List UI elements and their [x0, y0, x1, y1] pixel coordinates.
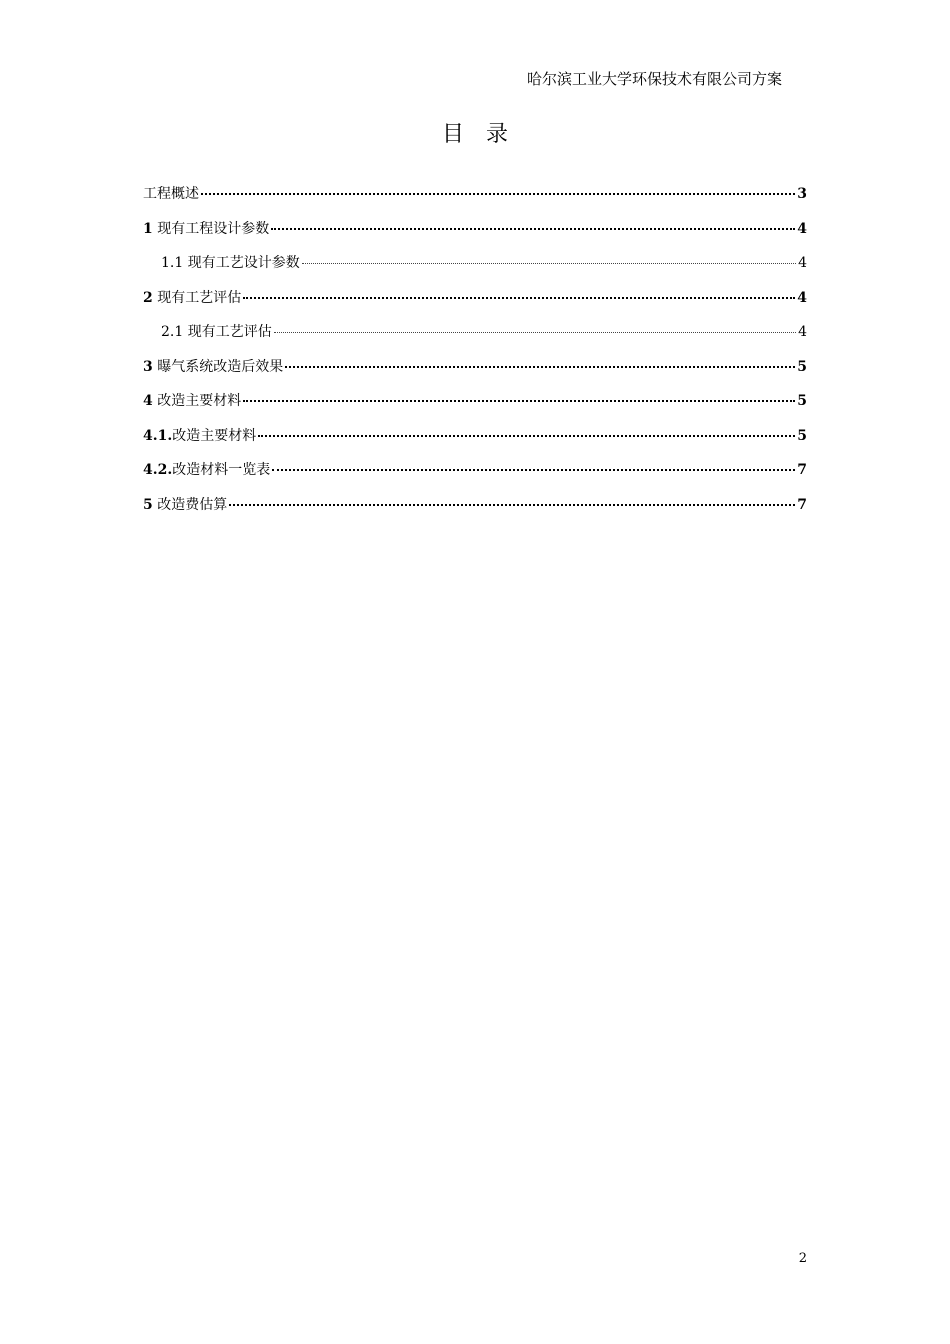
dot-leader: [258, 421, 795, 437]
document-header: 哈尔滨工业大学环保技术有限公司方案: [526, 70, 782, 88]
dot-leader: [272, 455, 795, 471]
toc-entry-page: 7: [797, 462, 807, 479]
toc-entry-number: 2: [143, 289, 153, 306]
toc-entry-page: 4: [797, 289, 807, 306]
toc-entry-page: 5: [797, 393, 807, 410]
toc-entry-number: 1.1: [161, 254, 184, 271]
toc-title: 目录: [441, 122, 530, 147]
toc-entry-text: 改造主要材料: [172, 427, 257, 444]
toc-entry-4-1[interactable]: [143, 418, 807, 453]
toc-entry-page: 4: [798, 323, 807, 340]
toc-entry-number: 4.2.: [143, 462, 173, 479]
dot-leader: [285, 352, 795, 368]
toc-entry-text: 工程概述: [143, 186, 199, 203]
toc-entry-page: 7: [797, 496, 807, 513]
dot-leader: [243, 283, 795, 299]
dot-leader: [243, 386, 795, 402]
toc-entry-text: 现有工艺评估: [183, 323, 272, 340]
toc-entry-page: 5: [797, 358, 807, 375]
toc-entry-number: 1: [143, 220, 153, 237]
table-of-contents: [143, 176, 807, 521]
toc-entry-text: 现有工程设计参数: [152, 220, 270, 237]
toc-entry-3[interactable]: [143, 349, 807, 384]
dot-leader: [302, 249, 796, 264]
toc-entry-2[interactable]: [143, 280, 807, 315]
dot-leader: [201, 179, 795, 195]
toc-entry-text: 现有工艺评估: [152, 289, 242, 306]
dot-leader: [274, 318, 796, 333]
toc-entry-1[interactable]: [143, 211, 807, 246]
toc-entry-text: 现有工艺设计参数: [183, 254, 300, 271]
toc-entry-text: 改造费估算: [152, 496, 228, 513]
dot-leader: [229, 490, 795, 506]
toc-entry-page: 4: [797, 220, 807, 237]
toc-entry-page: 3: [797, 186, 807, 203]
toc-entry-number: 4: [143, 393, 153, 410]
toc-entry-text: 曝气系统改造后效果: [152, 358, 284, 375]
page-number: 2: [798, 1251, 807, 1266]
toc-entry-4-2[interactable]: [143, 452, 807, 487]
toc-entry-text: 改造主要材料: [152, 393, 242, 410]
toc-entry-overview[interactable]: [143, 176, 807, 211]
toc-entry-2-1[interactable]: [143, 314, 807, 349]
toc-entry-4[interactable]: [143, 383, 807, 418]
toc-entry-1-1[interactable]: [143, 245, 807, 280]
toc-entry-number: 3: [143, 358, 153, 375]
toc-entry-number: 2.1: [161, 323, 184, 340]
toc-entry-text: 改造材料一览表: [172, 462, 271, 479]
toc-entry-page: 4: [798, 254, 807, 271]
dot-leader: [271, 214, 795, 230]
toc-entry-page: 5: [797, 427, 807, 444]
toc-entry-number: 5: [143, 496, 153, 513]
toc-entry-number: 4.1.: [143, 427, 173, 444]
toc-entry-5[interactable]: [143, 487, 807, 522]
